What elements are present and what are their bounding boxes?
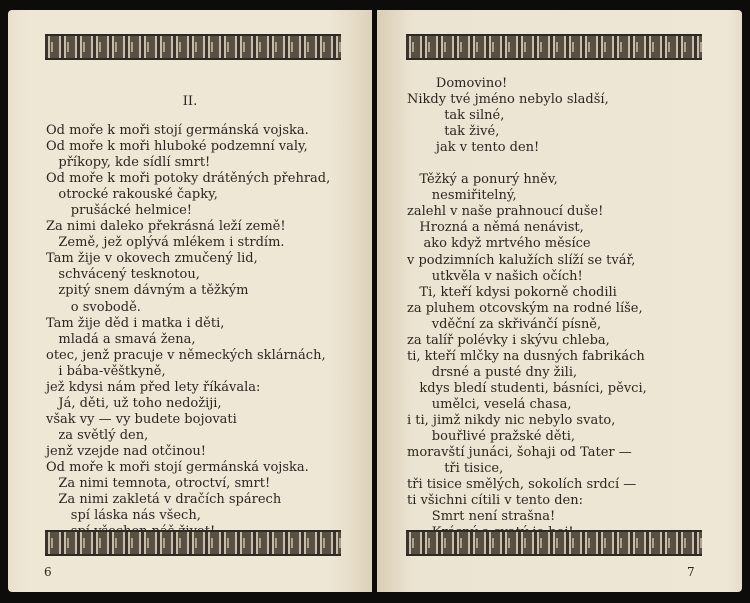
poem-line: kdys bledí studenti, básníci, pěvci, <box>407 380 647 396</box>
ornamental-border-top <box>45 34 341 60</box>
ornamental-border-top <box>406 34 702 60</box>
poem-line: Smrt není strašna! <box>407 509 556 525</box>
poem-line: Hrozná a němá nenávist, <box>407 220 584 236</box>
page-number-left: 6 <box>44 565 52 579</box>
poem-line: v podzimních kalužích slíží se tvář, <box>407 252 636 268</box>
poem-line: Domovino! <box>407 76 508 91</box>
poem-line: ti, kteří mlčky na dusných fabrikách <box>407 348 645 364</box>
poem-line: Od moře k moři stojí germánská vojska. <box>46 459 309 475</box>
poem-line: i bába-věštkyně, <box>46 363 166 379</box>
poem-line: i ti, jimž nikdy nic nebylo svato, <box>407 412 616 428</box>
poem-line: vděční za skřivánčí písně, <box>407 316 602 332</box>
poem-line: schvácený tesknotou, <box>46 267 200 283</box>
poem-line: utkvěla v našich očích! <box>407 268 583 284</box>
poem-line: Za nimi temnota, otroctví, smrt! <box>46 476 271 492</box>
poem-line: zalehl v naše prahnoucí duše! <box>407 204 604 220</box>
poem-line: Za nimi daleko překrásná leží země! <box>46 219 286 235</box>
poem-line: spí láska nás všech, <box>46 508 201 524</box>
poem-line: otrocké rakouské čapky, <box>46 187 218 203</box>
poem-line: Ti, kteří kdysi pokorně chodili <box>407 284 617 300</box>
poem-heading: II. <box>182 94 198 109</box>
poem-line: však vy — vy budete bojovati <box>46 411 237 427</box>
poem-line: otec, jenž pracuje v německých sklárnách, <box>46 347 326 363</box>
poem-line: Od moře k moři stojí germánská vojska. <box>46 123 309 138</box>
poem-line <box>407 156 647 172</box>
poem-line: jenž vzejde nad otčinou! <box>46 443 207 459</box>
poem-line: Od moře k moři potoky drátěných přehrad, <box>46 171 331 187</box>
poem-line: za pluhem otcovským na rodné líše, <box>407 300 643 316</box>
poem-line: ako když mrtvého měsíce <box>407 236 591 252</box>
poem-line: nesmiřitelný, <box>407 188 517 204</box>
poem-line: drsné a pusté dny žili, <box>407 364 578 380</box>
poem-line: zpitý snem dávným a těžkým <box>46 283 249 299</box>
poem-line: ti všichni cítili v tento den: <box>407 493 583 509</box>
poem-line: Od moře k moři hluboké podzemní valy, <box>46 139 308 155</box>
poem-line: mladá a smavá žena, <box>46 331 196 347</box>
poem-line: bouřlivé pražské děti, <box>407 429 576 445</box>
poem-line: Těžký a ponurý hněv, <box>407 172 558 188</box>
ornamental-border-bottom <box>45 530 341 556</box>
poem-line: Já, děti, už toho nedožiji, <box>46 395 222 411</box>
poem-line: o svobodě. <box>46 299 141 315</box>
poem-text-right <box>407 76 647 541</box>
left-page <box>8 10 372 592</box>
poem-line: příkopy, kde sídlí smrt! <box>46 155 211 171</box>
poem-line: moravští junáci, šohaji od Tater — <box>407 445 632 461</box>
poem-line: Země, jež oplývá mlékem i strdím. <box>46 235 285 251</box>
poem-line: prušácké helmice! <box>46 203 193 219</box>
poem-line: za talíř polévky i skývu chleba, <box>407 332 610 348</box>
poem-line: umělci, veselá chasa, <box>407 396 572 412</box>
poem-line: jak v tento den! <box>407 140 540 156</box>
poem-line: tři tisice smělých, sokolích srdcí — <box>407 477 637 493</box>
poem-line: tak živé, <box>407 124 500 140</box>
poem-text-left <box>46 123 330 540</box>
poem-line: Tam žije v okovech zmučený lid, <box>46 251 258 267</box>
poem-line: jež kdysi nám před lety říkávala: <box>46 379 261 395</box>
ornamental-border-bottom <box>406 530 702 556</box>
poem-line: Nikdy tvé jméno nebylo sladší, <box>407 92 609 108</box>
page-number-right: 7 <box>687 565 695 579</box>
poem-line: tři tisice, <box>407 461 504 477</box>
poem-line: za světlý den, <box>46 427 149 443</box>
poem-line: tak silné, <box>407 108 505 124</box>
poem-line: Za nimi zakletá v dračích spárech <box>46 492 282 508</box>
right-page <box>377 10 742 592</box>
poem-line: Tam žije děd i matka i děti, <box>46 315 225 331</box>
